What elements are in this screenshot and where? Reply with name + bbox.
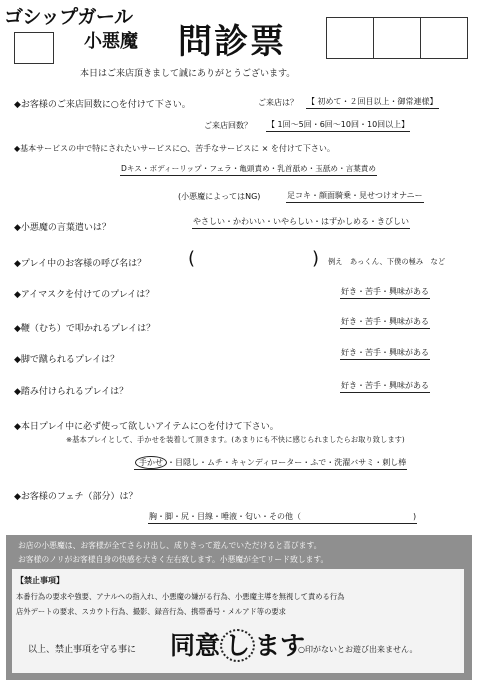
whip-question: ◆鞭（むち）で叩かれるプレイは？ xyxy=(14,324,156,334)
checkbox-top-left[interactable] xyxy=(14,32,54,64)
whip-options[interactable]: 好き・苦手・興味がある xyxy=(340,316,430,329)
words-question: ◆小悪魔の言葉遣いは？ xyxy=(14,223,111,233)
services-options-1[interactable]: Dキス・ボディーリップ・フェラ・亀頭責め・乳首舐め・玉舐め・言葉責め xyxy=(120,163,377,176)
kick-options[interactable]: 好き・苦手・興味がある xyxy=(340,347,430,360)
footer-line-1: お店の小悪魔は、お客様が全てさらけ出し、成りきって遊んでいただけると喜びます。 xyxy=(18,541,322,550)
agree-pre: 以上、禁止事項を守る事に xyxy=(28,645,137,655)
fetish-options-row[interactable] xyxy=(148,511,417,524)
page-title: 問診票 xyxy=(178,22,286,62)
store-count-options[interactable]: 【 1回～5回・6回～10回・10回以上】 xyxy=(266,119,410,132)
agree-circle-target[interactable]: し xyxy=(220,629,255,662)
services-options-2[interactable]: 足コキ・顔面騎乗・見せつけオナニー xyxy=(286,190,424,203)
fetish-question: ◆お客様のフェチ（部分）は？ xyxy=(14,492,138,502)
agree-post: ○印がないとお遊び出来ません。 xyxy=(298,645,418,654)
item-handcuffs-circled[interactable]: 手かせ xyxy=(135,456,167,469)
items-options-row[interactable] xyxy=(134,457,407,470)
agree-statement[interactable] xyxy=(170,626,305,662)
kick-question: ◆脚で蹴られるプレイは？ xyxy=(14,355,120,365)
agree-word: 同意 xyxy=(170,631,221,660)
items-note: ※基本プレイとして、手かせを装着して頂きます。(あまりにも不快に感じられましたらお取り致します) xyxy=(66,435,405,444)
rules-line-1: 本番行為の要求や強要、アナルへの指入れ、小悪魔の嫌がる行為、小悪魔主導を無視して責める行為 xyxy=(16,592,345,601)
trample-question: ◆踏み付けられるプレイは？ xyxy=(14,387,129,397)
name-example: 例え あっくん、下僕の極み など xyxy=(328,257,446,266)
fetish-options: 胸・脚・尻・目線・唾液・匂い・その他（ xyxy=(149,512,301,521)
visits-question: ◆お客様のご来店回数に○を付けて下さい。 xyxy=(14,100,191,110)
services-question: ◆基本サービスの中で特にされたいサービスに○、苦手なサービスに × を付けて下さい。 xyxy=(14,144,335,153)
brand-subname: 小悪魔 xyxy=(84,31,138,52)
trample-options[interactable]: 好き・苦手・興味がある xyxy=(340,380,430,393)
items-question: ◆本日プレイ中に必ず使って欲しいアイテムに○を付けて下さい。 xyxy=(14,422,279,432)
store-count-label: ご来店回数？ xyxy=(204,121,252,130)
words-options[interactable]: やさしい・かわいい・いやらしい・はずかしめる・きびしい xyxy=(192,216,410,229)
eyemask-question: ◆アイマスクを付けてのプレイは？ xyxy=(14,290,155,300)
name-question: ◆プレイ中のお客様の呼び名は？ xyxy=(14,259,147,269)
agree-suffix: ます xyxy=(255,631,306,660)
name-open-paren: ( xyxy=(188,248,196,269)
thanks-message: 本日はご来店頂きまして誠にありがとうございます。 xyxy=(80,69,296,79)
items-options: ・目隠し・ムチ・キャンディローター・ふで・洗濯バサミ・刺し棒 xyxy=(167,458,407,467)
services-ng-note: (小悪魔によってはNG) xyxy=(178,192,261,201)
store-visit-options[interactable]: 【 初めて・２回目以上・御常連様】 xyxy=(306,96,439,109)
stamp-box-1[interactable] xyxy=(326,17,374,59)
rules-title: 【禁止事項】 xyxy=(16,576,64,585)
brand-name: ゴシップガール xyxy=(4,6,133,28)
eyemask-options[interactable]: 好き・苦手・興味がある xyxy=(340,286,430,299)
name-input-area[interactable] xyxy=(200,248,310,272)
footer-line-2: お客様のノリがお客様自身の快感を大きく左右致します。小悪魔が全てリード致します。 xyxy=(18,555,329,564)
name-close-paren: ) xyxy=(312,248,320,269)
store-visit-label: ご来店は？ xyxy=(258,98,298,107)
stamp-box-3[interactable] xyxy=(420,17,468,59)
stamp-box-2[interactable] xyxy=(373,17,421,59)
rules-line-2: 店外デートの要求、スカウト行為、撮影、録音行為、携帯番号・メルアド等の要求 xyxy=(16,607,286,616)
fetish-close-paren: ) xyxy=(413,512,417,521)
